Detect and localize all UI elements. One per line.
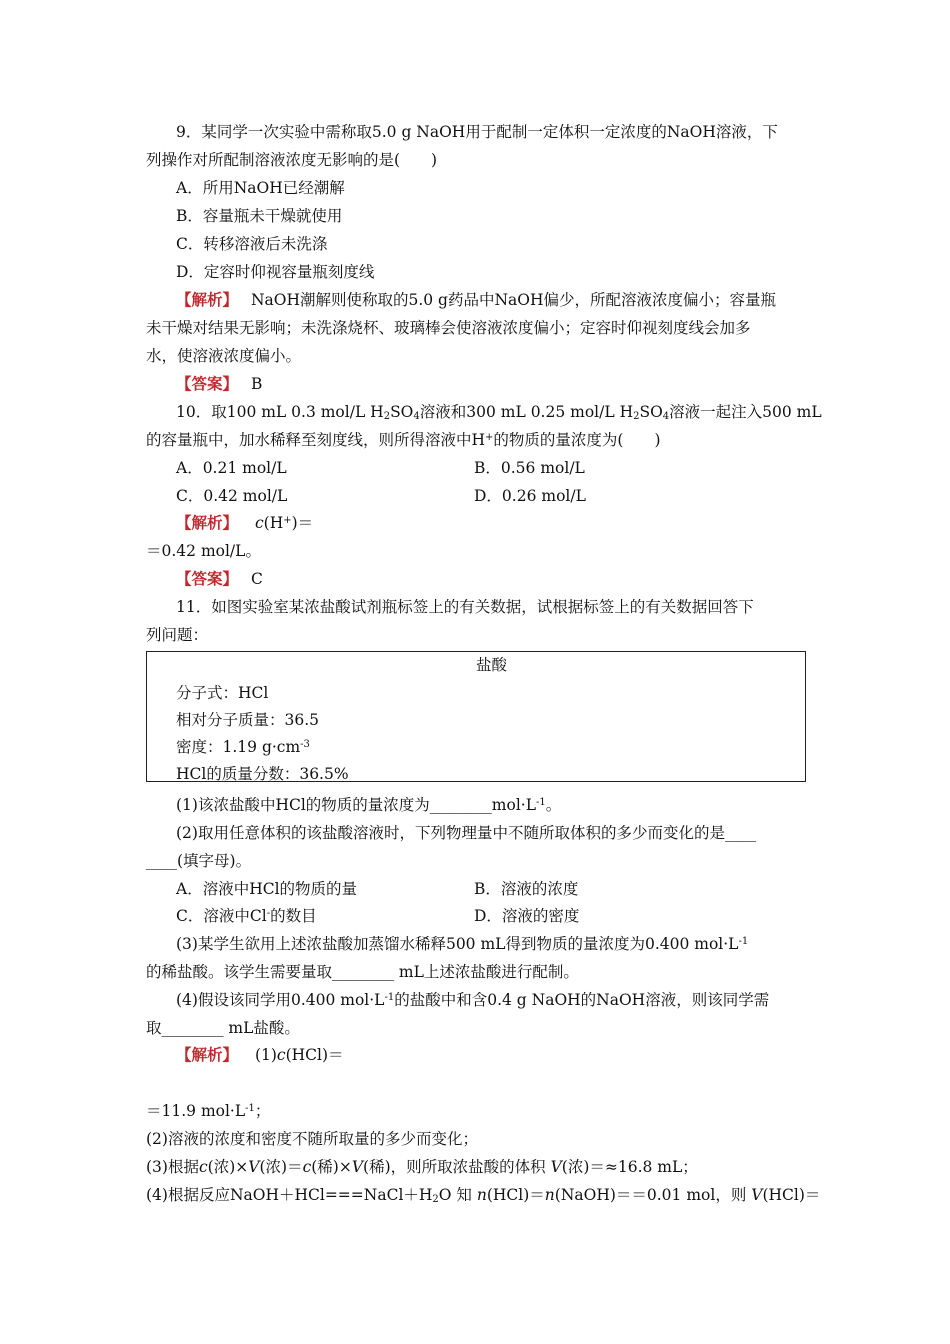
- q10-analysis-text: [255, 514, 313, 532]
- q11-part2-line2: ____(填字母)。: [146, 852, 252, 870]
- label-mass-fraction: HCl的质量分数：36.5%: [176, 765, 349, 783]
- q11-text: ；: [254, 1102, 271, 1120]
- superscript: -3: [300, 739, 310, 750]
- q11-option-a: A．溶液中HCl的物质的量: [176, 880, 358, 898]
- q11-text: (HCl)＝: [486, 1186, 545, 1204]
- q10-answer-value: C: [250, 570, 263, 588]
- q11-text: (浓)＝≈16.8 mL；: [561, 1158, 698, 1176]
- label-formula: 分子式：HCl: [176, 684, 269, 702]
- q10-text: )＝: [291, 514, 314, 532]
- q9-answer: [176, 374, 262, 394]
- q9-option-a: A．所用NaOH已经潮解: [176, 179, 345, 197]
- q10-option-d: D．0.26 mol/L: [474, 487, 586, 505]
- q10-analysis-line2: ＝0.42 mol/L。: [146, 542, 261, 560]
- q11-text: 的数目: [270, 907, 317, 925]
- variable-v: V: [550, 1158, 562, 1176]
- subscript: 2: [432, 1194, 439, 1205]
- q11-text: (HCl)＝: [762, 1186, 821, 1204]
- q11-text: (1)该浓盐酸中HCl的物质的量浓度为________mol·L: [176, 796, 536, 814]
- q11-text: 。: [545, 796, 562, 814]
- q11-analysis-line1: [176, 1045, 344, 1065]
- q10-option-c: C．0.42 mol/L: [176, 487, 288, 505]
- q11-text: (3)根据: [146, 1158, 199, 1176]
- q11-text: O 知: [438, 1186, 477, 1204]
- subscript: 2: [633, 411, 640, 422]
- q11-analysis-line2: [146, 1101, 270, 1121]
- answer-tag: 【答案】: [176, 374, 239, 393]
- superscript: -1: [738, 936, 749, 947]
- subscript: 4: [413, 411, 420, 422]
- q11-part3-line2: 的稀盐酸。该学生需要量取________ mL上述浓盐酸进行配制。: [146, 963, 579, 981]
- q9-analysis-line1: [176, 290, 776, 310]
- q10-text: SO: [639, 403, 663, 421]
- variable-n: n: [476, 1186, 487, 1204]
- q9-option-d: D．定容时仰视容量瓶刻度线: [176, 263, 375, 281]
- q10-text: 溶液和300 mL 0.25 mol/L H: [419, 403, 634, 421]
- q11-analysis-line3: (2)溶液的浓度和密度不随所取量的多少而变化；: [146, 1130, 478, 1148]
- superscript: +: [283, 515, 292, 526]
- q10-analysis-line1: [176, 513, 313, 533]
- q11-analysis-line5: [146, 1185, 820, 1205]
- q11-part4-line2: 取________ mL盐酸。: [146, 1019, 300, 1037]
- q9-analysis-line2: 未干燥对结果无影响；未洗涤烧杯、玻璃棒会使溶液浓度偏小；定容时仰视刻度线会加多: [146, 319, 751, 337]
- q11-text: (4)假设该同学用0.400 mol·L: [176, 991, 385, 1009]
- q10-text: 10．取100 mL 0.3 mol/L H: [176, 403, 384, 421]
- q11-part2-line1: (2)取用任意体积的该盐酸溶液时，下列物理量中不随所取体积的多少而变化的是____: [176, 824, 756, 842]
- answer-tag: 【答案】: [176, 569, 239, 588]
- subscript: 2: [383, 411, 391, 422]
- q11-stem-line2: 列问题：: [146, 626, 209, 644]
- q10-text: 溶液一起注入500 mL: [669, 403, 822, 421]
- superscript: -: [266, 908, 271, 919]
- q11-part3-line1: [176, 934, 748, 954]
- label-title: 盐酸: [476, 656, 508, 674]
- variable-v: V: [248, 1158, 260, 1176]
- q11-text: (浓)×: [207, 1158, 249, 1176]
- q9-answer-value: B: [250, 375, 263, 393]
- variable-c: c: [254, 514, 264, 532]
- q11-text: (3)某学生欲用上述浓盐酸加蒸馏水稀释500 mL得到物质的量浓度为0.400 mol·L: [176, 935, 739, 953]
- analysis-tag: 【解析】: [176, 290, 239, 309]
- superscript: -1: [384, 992, 395, 1003]
- q9-analysis-text1: NaOH潮解则使称取的5.0 g药品中NaOH偏少，所配溶液浓度偏小；容量瓶: [250, 291, 777, 309]
- q11-text: 的盐酸中和含0.4 g NaOH的NaOH溶液，则该同学需: [394, 991, 770, 1009]
- superscript: -1: [536, 797, 546, 808]
- q11-stem-line1: 11．如图实验室某浓盐酸试剂瓶标签上的有关数据，试根据标签上的有关数据回答下: [176, 598, 754, 616]
- variable-v: V: [751, 1186, 763, 1204]
- q11-text: (HCl)＝: [285, 1046, 344, 1064]
- q9-analysis-line3: 水，使溶液浓度偏小。: [146, 347, 302, 365]
- q10-text: (H: [263, 514, 284, 532]
- q10-stem-line1: [176, 402, 822, 422]
- q11-part4-line1: [176, 990, 769, 1010]
- q10-option-b: B．0.56 mol/L: [474, 459, 585, 477]
- superscript: +: [485, 432, 494, 443]
- q9-option-b: B．容量瓶未干燥就使用: [176, 207, 343, 225]
- label-molecular-mass: 相对分子质量：36.5: [176, 711, 320, 729]
- q11-option-d: D．溶液的密度: [474, 907, 580, 925]
- q10-text: 的容量瓶中，加水稀释至刻度线，则所得溶液中H: [146, 431, 486, 449]
- analysis-tag: 【解析】: [176, 1045, 239, 1064]
- superscript: -1: [245, 1103, 255, 1114]
- q10-text: SO: [390, 403, 414, 421]
- variable-c: c: [302, 1158, 312, 1176]
- q11-analysis-text: [255, 1046, 344, 1064]
- label-density: [176, 737, 310, 757]
- q11-text: ＝11.9 mol·L: [146, 1102, 246, 1120]
- variable-c: c: [198, 1158, 208, 1176]
- q9-stem-line2: 列操作对所配制溶液浓度无影响的是( ): [146, 151, 438, 169]
- q11-text: (1): [254, 1046, 277, 1064]
- q11-text: (4)根据反应NaOH＋HCl===NaCl＋H: [146, 1186, 433, 1204]
- q11-text: (稀)×: [311, 1158, 352, 1176]
- q9-stem-line1: 9．某同学一次实验中需称取5.0 g NaOH用于配制一定体积一定浓度的NaOH溶液，下: [176, 123, 778, 141]
- q10-text: 的物质的量浓度为( ): [493, 431, 661, 449]
- q11-analysis-line4: [146, 1157, 698, 1177]
- q10-option-a: A．0.21 mol/L: [176, 459, 287, 477]
- q11-option-c: [176, 906, 317, 926]
- analysis-tag: 【解析】: [176, 513, 239, 532]
- subscript: 4: [662, 411, 670, 422]
- q11-option-b: B．溶液的浓度: [474, 880, 579, 898]
- q9-option-c: C．转移溶液后未洗涤: [176, 235, 328, 253]
- variable-v: V: [351, 1158, 364, 1176]
- label-text: 密度：1.19 g·cm: [176, 738, 301, 756]
- q11-text: (NaOH)＝＝0.01 mol，则: [554, 1186, 752, 1204]
- q11-text: C．溶液中Cl: [176, 907, 267, 925]
- q10-stem-line2: [146, 430, 661, 450]
- variable-c: c: [276, 1046, 286, 1064]
- q11-text: (稀)，则所取浓盐酸的体积: [363, 1158, 551, 1176]
- q10-answer: [176, 569, 263, 589]
- q11-text: (浓)＝: [259, 1158, 303, 1176]
- q11-part1: [176, 795, 561, 815]
- variable-n: n: [544, 1186, 555, 1204]
